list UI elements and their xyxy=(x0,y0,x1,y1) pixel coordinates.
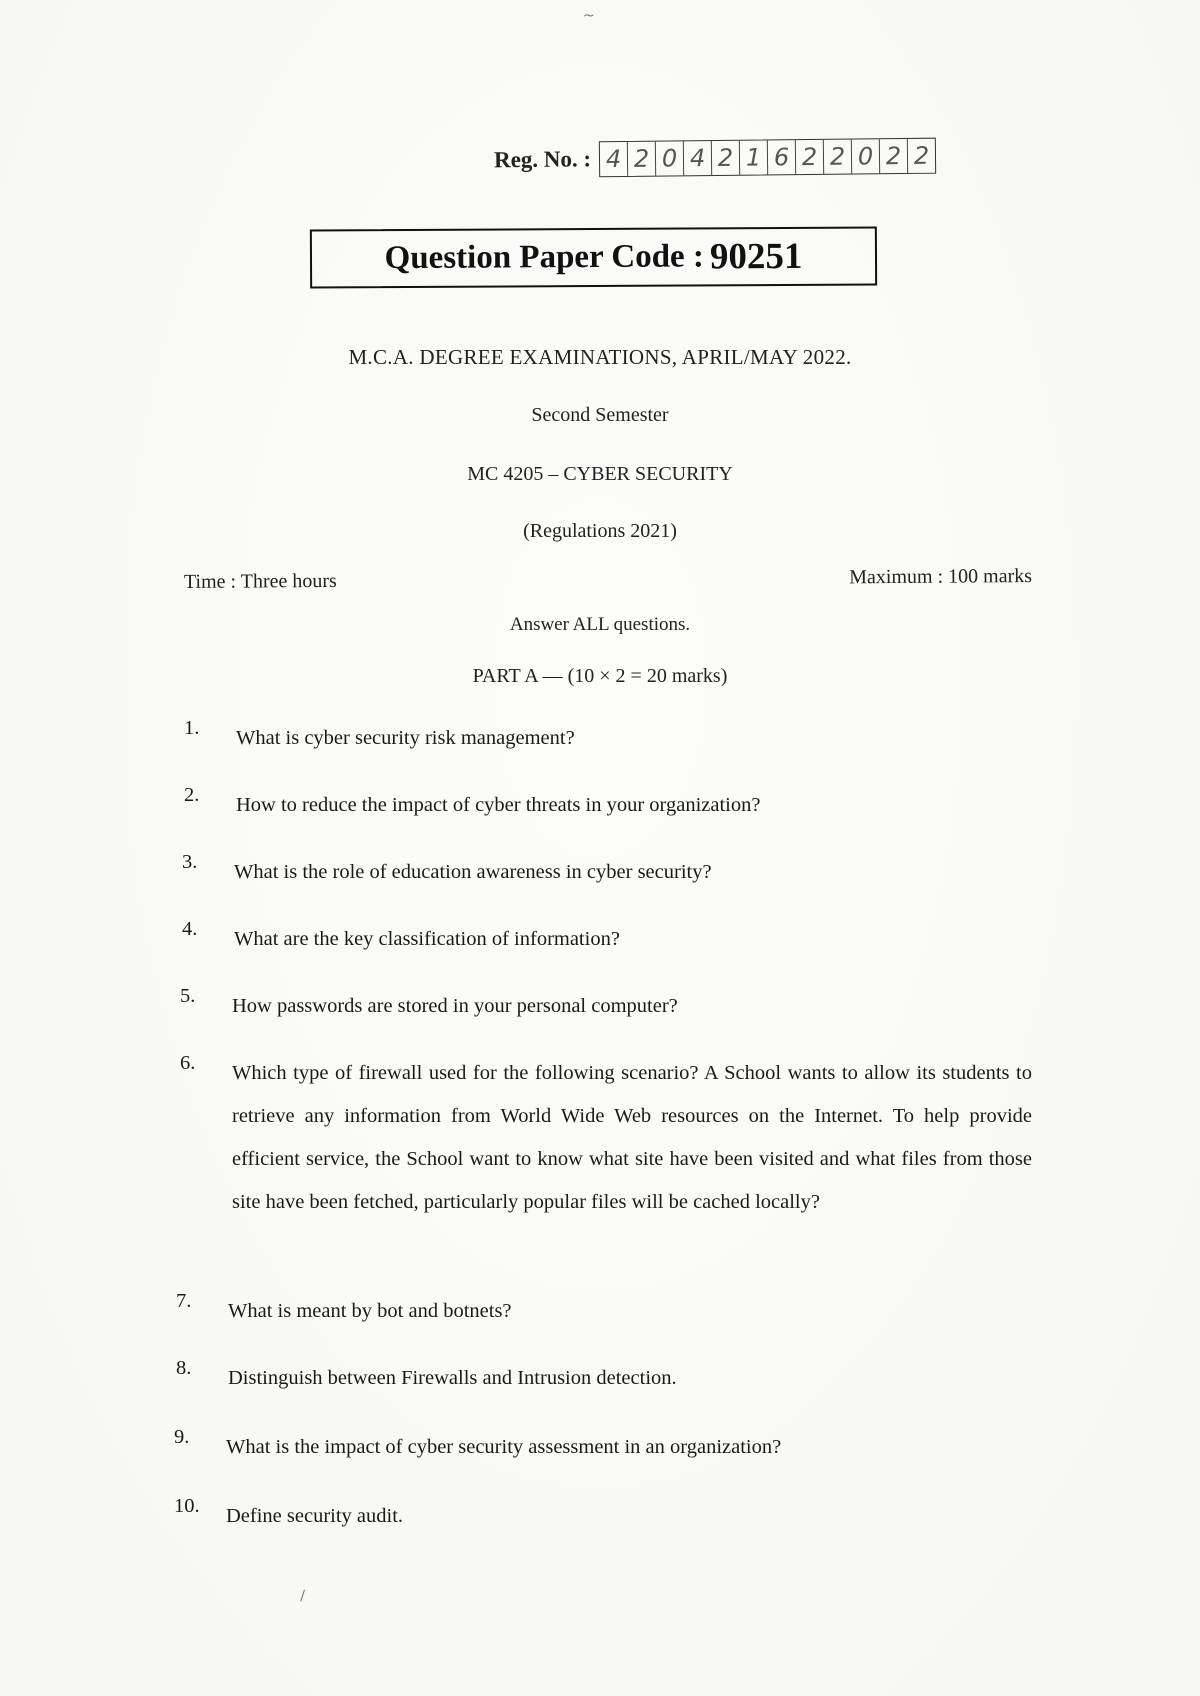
reg-digit: 2 xyxy=(880,139,908,173)
scan-mark: \ xyxy=(295,1588,309,1604)
scan-mark: ~ xyxy=(583,8,595,24)
question-text: Which type of firewall used for the following scenario? A School wants to allow its students to retrieve any information from World Wide Web resources on the Internet. To help provide efficient service, the School want to know what site have been visited and what files from those site have been fetched, particularly popular files will be cached locally? xyxy=(232,1062,1032,1213)
regulations: (Regulations 2021) xyxy=(523,520,677,542)
question-number: 7. xyxy=(176,1290,192,1312)
reg-digit: 4 xyxy=(684,141,712,175)
exam-title: M.C.A. DEGREE EXAMINATIONS, APRIL/MAY 2022. xyxy=(348,345,852,369)
question-text: How to reduce the impact of cyber threats in your organization? xyxy=(236,794,761,816)
question-item xyxy=(184,784,760,827)
reg-digit: 2 xyxy=(628,142,656,176)
time-marks-row xyxy=(184,565,1032,594)
question-item xyxy=(176,1357,677,1400)
question-text: What is the role of education awareness in cyber security? xyxy=(234,861,712,883)
maximum-marks: Maximum : 100 marks xyxy=(849,565,1033,589)
question-text: What are the key classification of information? xyxy=(234,928,620,950)
reg-digit: 4 xyxy=(600,142,628,176)
question-paper-code xyxy=(310,227,877,289)
question-text: How passwords are stored in your personal computer? xyxy=(232,995,678,1017)
time-duration: Time : Three hours xyxy=(183,569,337,593)
reg-digit: 0 xyxy=(656,141,684,175)
question-number: 3. xyxy=(182,851,198,873)
question-text: What is the impact of cyber security assessment in an organization? xyxy=(226,1436,782,1458)
question-text: What is cyber security risk management? xyxy=(236,727,575,749)
reg-digit: 2 xyxy=(913,141,930,170)
question-item xyxy=(176,1290,512,1333)
reg-label: Reg. No. : xyxy=(493,146,592,173)
reg-digit-boxes xyxy=(599,138,936,178)
question-text: What is meant by bot and botnets? xyxy=(228,1300,512,1322)
question-item xyxy=(182,918,620,961)
paper-code-number: 90251 xyxy=(709,235,803,278)
reg-digit: 0 xyxy=(852,139,880,173)
reg-digit: 2 xyxy=(712,141,740,175)
registration-number xyxy=(494,138,936,179)
question-item xyxy=(174,1426,781,1469)
question-number: 2. xyxy=(184,784,200,806)
subject-title: MC 4205 – CYBER SECURITY xyxy=(467,463,733,485)
reg-digit: 2 xyxy=(796,140,824,174)
reg-digit: 1 xyxy=(740,140,768,174)
question-item xyxy=(180,985,678,1028)
part-a-heading: PART A — (10 × 2 = 20 marks) xyxy=(472,665,728,687)
question-text: Distinguish between Firewalls and Intrusion detection. xyxy=(228,1367,677,1389)
question-item xyxy=(174,1495,403,1538)
instructions: Answer ALL questions. xyxy=(509,614,691,635)
question-number: 1. xyxy=(184,717,200,739)
question-number: 10. xyxy=(174,1495,200,1517)
question-number: 4. xyxy=(182,918,198,940)
question-number: 8. xyxy=(176,1357,192,1379)
reg-digit: 6 xyxy=(768,140,796,174)
question-item xyxy=(184,717,575,760)
question-number: 6. xyxy=(180,1052,196,1074)
question-item xyxy=(182,851,712,894)
question-number: 9. xyxy=(174,1426,190,1448)
question-number: 5. xyxy=(180,985,196,1007)
question-item xyxy=(180,1052,1032,1224)
reg-digit: 2 xyxy=(824,140,852,174)
paper-code-label: Question Paper Code : xyxy=(384,238,704,277)
semester: Second Semester xyxy=(531,404,669,426)
question-text: Define security audit. xyxy=(226,1505,404,1527)
